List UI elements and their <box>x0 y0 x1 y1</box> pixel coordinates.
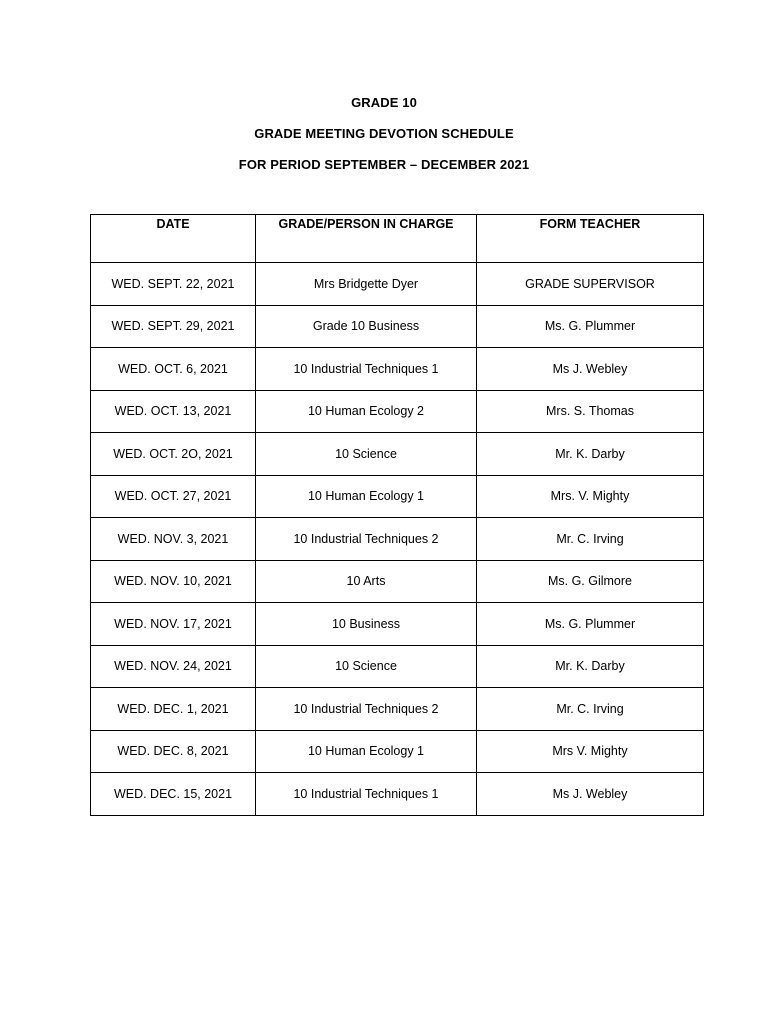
table-row <box>91 305 704 348</box>
person-in-charge-cell: Mrs Bridgette Dyer <box>256 263 477 306</box>
table-row <box>91 518 704 561</box>
column-header-person-in-charge: GRADE/PERSON IN CHARGE <box>256 215 477 263</box>
form-teacher-cell: Ms. G. Plummer <box>477 305 704 348</box>
person-in-charge-cell: 10 Industrial Techniques 1 <box>256 348 477 391</box>
document-title-period: FOR PERIOD SEPTEMBER – DECEMBER 2021 <box>238 157 530 172</box>
table-row <box>91 348 704 391</box>
table-row <box>91 560 704 603</box>
column-header-form-teacher: FORM TEACHER <box>477 215 704 263</box>
date-cell: WED. DEC. 8, 2021 <box>91 730 256 773</box>
date-cell: WED. OCT. 6, 2021 <box>91 348 256 391</box>
date-cell: WED. OCT. 13, 2021 <box>91 390 256 433</box>
document-title-schedule: GRADE MEETING DEVOTION SCHEDULE <box>254 126 514 141</box>
date-cell: WED. SEPT. 29, 2021 <box>91 305 256 348</box>
person-in-charge-cell: 10 Human Ecology 1 <box>256 475 477 518</box>
person-in-charge-cell: 10 Industrial Techniques 2 <box>256 518 477 561</box>
table-row <box>91 688 704 731</box>
table-row <box>91 773 704 816</box>
person-in-charge-cell: Grade 10 Business <box>256 305 477 348</box>
person-in-charge-cell: 10 Arts <box>256 560 477 603</box>
table-row <box>91 390 704 433</box>
form-teacher-cell: Ms J. Webley <box>477 348 704 391</box>
person-in-charge-cell: 10 Human Ecology 2 <box>256 390 477 433</box>
date-cell: WED. NOV. 24, 2021 <box>91 645 256 688</box>
table-row <box>91 730 704 773</box>
form-teacher-cell: Mr. C. Irving <box>477 688 704 731</box>
table-row <box>91 475 704 518</box>
table-row <box>91 263 704 306</box>
form-teacher-cell: Mr. K. Darby <box>477 645 704 688</box>
person-in-charge-cell: 10 Business <box>256 603 477 646</box>
form-teacher-cell: Mr. C. Irving <box>477 518 704 561</box>
date-cell: WED. NOV. 3, 2021 <box>91 518 256 561</box>
column-header-date: DATE <box>91 215 256 263</box>
date-cell: WED. SEPT. 22, 2021 <box>91 263 256 306</box>
date-cell: WED. OCT. 2O, 2021 <box>91 433 256 476</box>
date-cell: WED. OCT. 27, 2021 <box>91 475 256 518</box>
document-title-grade: GRADE 10 <box>351 95 417 110</box>
date-cell: WED. DEC. 1, 2021 <box>91 688 256 731</box>
date-cell: WED. NOV. 10, 2021 <box>91 560 256 603</box>
table-row <box>91 645 704 688</box>
date-cell: WED. DEC. 15, 2021 <box>91 773 256 816</box>
table-row <box>91 603 704 646</box>
form-teacher-cell: Ms J. Webley <box>477 773 704 816</box>
person-in-charge-cell: 10 Industrial Techniques 1 <box>256 773 477 816</box>
form-teacher-cell: GRADE SUPERVISOR <box>477 263 704 306</box>
table-row <box>91 433 704 476</box>
person-in-charge-cell: 10 Industrial Techniques 2 <box>256 688 477 731</box>
person-in-charge-cell: 10 Science <box>256 433 477 476</box>
form-teacher-cell: Mr. K. Darby <box>477 433 704 476</box>
person-in-charge-cell: 10 Science <box>256 645 477 688</box>
form-teacher-cell: Mrs. V. Mighty <box>477 475 704 518</box>
date-cell: WED. NOV. 17, 2021 <box>91 603 256 646</box>
form-teacher-cell: Ms. G. Plummer <box>477 603 704 646</box>
form-teacher-cell: Mrs V. Mighty <box>477 730 704 773</box>
person-in-charge-cell: 10 Human Ecology 1 <box>256 730 477 773</box>
form-teacher-cell: Ms. G. Gilmore <box>477 560 704 603</box>
devotion-schedule-table <box>90 214 704 816</box>
table-header-row <box>91 215 704 263</box>
form-teacher-cell: Mrs. S. Thomas <box>477 390 704 433</box>
